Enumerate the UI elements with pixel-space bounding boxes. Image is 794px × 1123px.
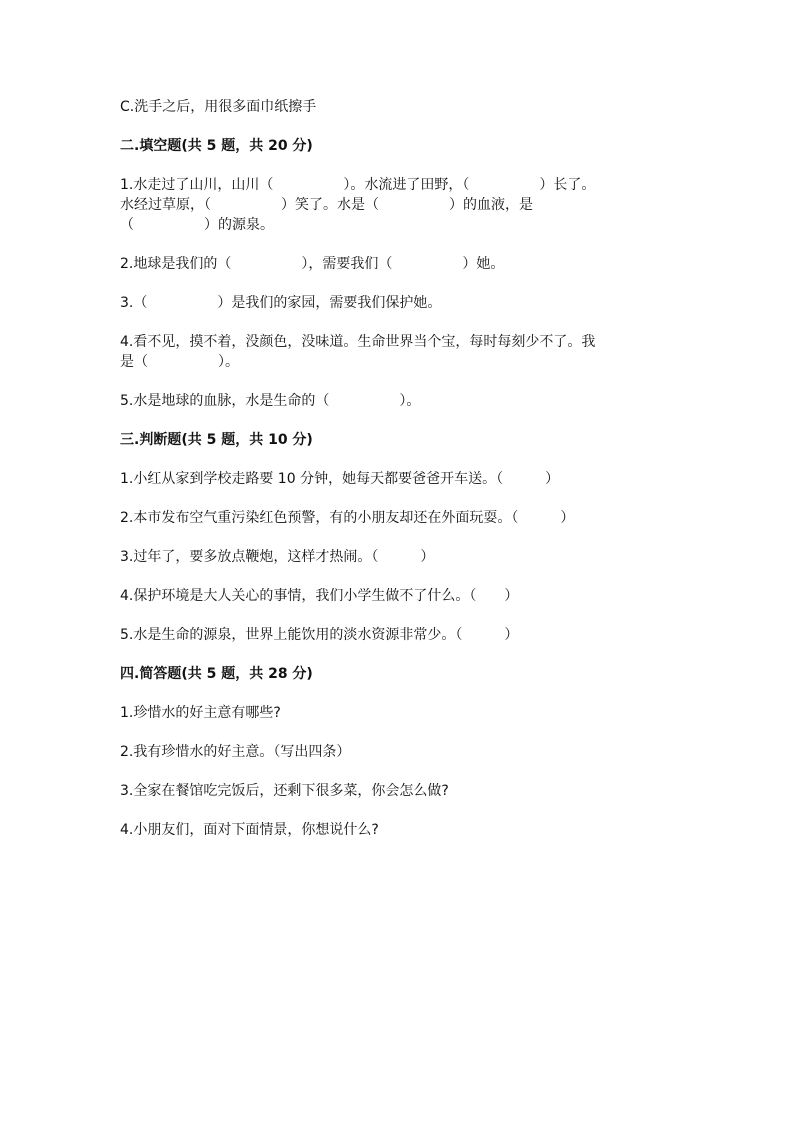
short-answer-q4: 4.小朋友们，面对下面情景，你想说什么? xyxy=(120,822,379,838)
section-heading-true-false: 三.判断题(共 5 题，共 10 分) xyxy=(120,432,313,448)
short-answer-q3: 3.全家在餐馆吃完饭后，还剩下很多菜，你会怎么做? xyxy=(120,783,449,799)
true-false-q3: 3.过年了，要多放点鞭炮，这样才热闹。（ ） xyxy=(120,549,435,565)
section-heading-fill-blank: 二.填空题(共 5 题，共 20 分) xyxy=(120,138,313,154)
fill-blank-q1-line1: 1.水走过了山川，山川（ ）。水流进了田野，（ ）长了。 xyxy=(120,177,596,193)
short-answer-q2: 2.我有珍惜水的好主意。（写出四条） xyxy=(120,744,351,760)
document-page xyxy=(120,97,680,840)
fill-blank-q3: 3.（ ）是我们的家园，需要我们保护她。 xyxy=(120,295,442,311)
fill-blank-q2: 2.地球是我们的（ ），需要我们（ ）她。 xyxy=(120,256,505,272)
section-heading-short-answer: 四.简答题(共 5 题，共 28 分) xyxy=(120,666,313,682)
true-false-q2: 2.本市发布空气重污染红色预警，有的小朋友却还在外面玩耍。（ ） xyxy=(120,510,575,526)
true-false-q5: 5.水是生命的源泉，世界上能饮用的淡水资源非常少。（ ） xyxy=(120,627,519,643)
option-c: C.洗手之后，用很多面巾纸擦手 xyxy=(120,99,317,115)
short-answer-q1: 1.珍惜水的好主意有哪些? xyxy=(120,705,281,721)
true-false-q4: 4.保护环境是大人关心的事情，我们小学生做不了什么。（ ） xyxy=(120,588,519,604)
fill-blank-q1-line3: （ ）的源泉。 xyxy=(120,217,274,233)
fill-blank-q4-line2: 是（ ）。 xyxy=(120,354,239,370)
fill-blank-q4-line1: 4.看不见，摸不着，没颜色，没味道。生命世界当个宝，每时每刻少不了。我 xyxy=(120,334,596,350)
fill-blank-q5: 5.水是地球的血脉，水是生命的（ ）。 xyxy=(120,393,421,409)
fill-blank-q1-line2: 水经过草原，（ ）笑了。水是（ ）的血液，是 xyxy=(120,197,533,213)
true-false-q1: 1.小红从家到学校走路要 10 分钟，她每天都要爸爸开车送。（ ） xyxy=(120,471,560,487)
